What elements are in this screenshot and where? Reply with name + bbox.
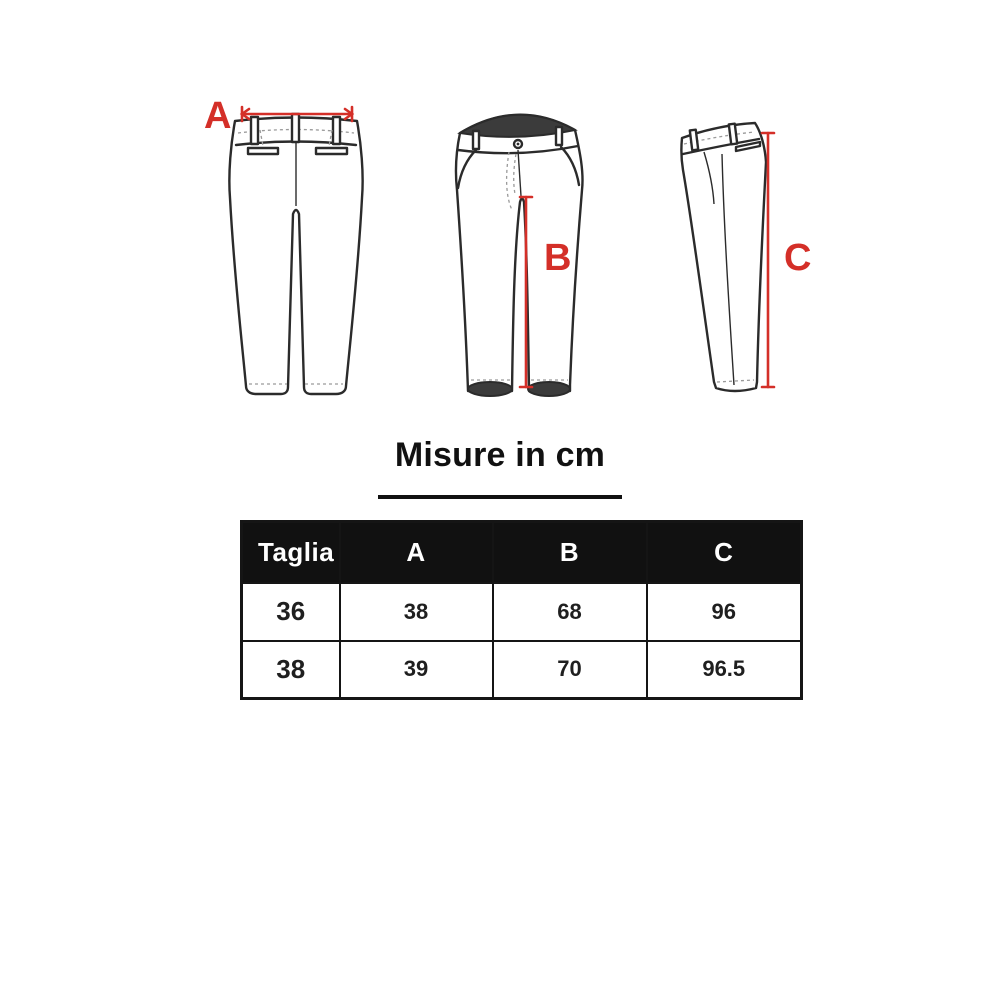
pants-front-view-drawing [438, 92, 614, 412]
belt-loop [729, 124, 737, 145]
pants-back-view-drawing [198, 88, 370, 410]
belt-loop [473, 131, 479, 149]
table-row [242, 641, 802, 699]
hem-cuff [468, 382, 512, 396]
measure-c-value: 96.5 [647, 641, 802, 699]
back-pocket [248, 148, 278, 154]
title-underline [378, 495, 622, 499]
header-b: B [493, 522, 647, 583]
belt-loop [690, 130, 698, 151]
waist-button-center [517, 143, 520, 146]
measure-a-value: 39 [340, 641, 493, 699]
size-value: 38 [242, 641, 340, 699]
measure-a-value: 38 [340, 583, 493, 641]
measure-c-value: 96 [647, 583, 802, 641]
size-table [240, 520, 803, 700]
measure-label-c: C [784, 237, 812, 279]
back-pocket [316, 148, 347, 154]
pants-side-silhouette [681, 123, 766, 391]
header-c: C [647, 522, 802, 583]
measure-b-value: 68 [493, 583, 647, 641]
title-block [300, 436, 700, 475]
belt-loop [333, 117, 340, 144]
measure-b-value: 70 [493, 641, 647, 699]
pants-side-view-drawing [660, 92, 830, 412]
measure-label-b: B [544, 237, 572, 279]
size-value: 36 [242, 583, 340, 641]
measure-label-a: A [204, 95, 232, 137]
belt-loop [556, 127, 562, 145]
page-title: Misure in cm [394, 436, 606, 474]
hem-cuff [528, 382, 570, 396]
size-table-header-row [242, 522, 802, 583]
header-taglia: Taglia [242, 522, 340, 583]
table-row [242, 583, 802, 641]
header-a: A [340, 522, 493, 583]
belt-loop [292, 114, 299, 142]
belt-loop [251, 117, 258, 144]
